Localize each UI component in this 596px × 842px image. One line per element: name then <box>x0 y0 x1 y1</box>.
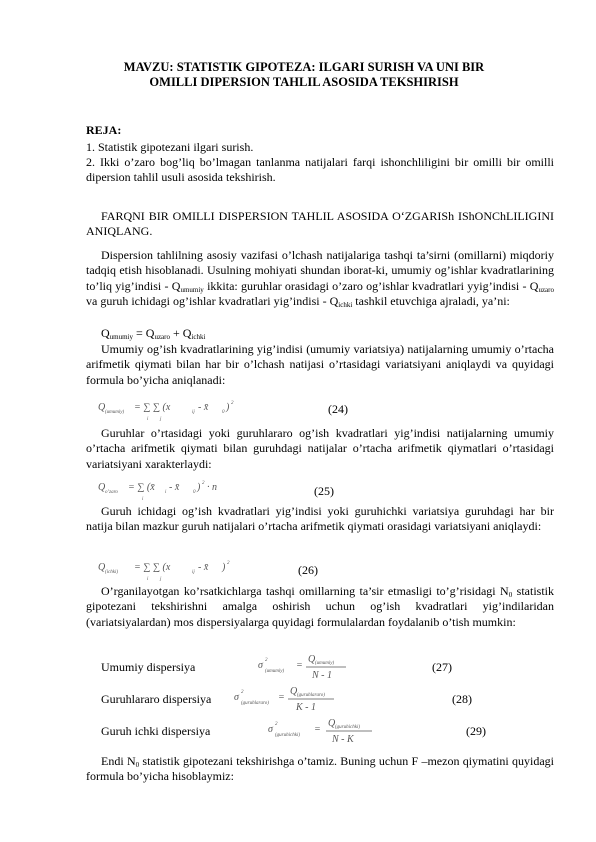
eq-q-2: = Q <box>133 326 155 340</box>
f24-rhs: = ∑ ∑ (x <box>134 402 171 413</box>
f24-ij: ij <box>192 410 195 415</box>
reja-item-1: 1. Statistik gipotezani ilgari surish. <box>86 140 254 154</box>
f26-j: j <box>160 577 162 582</box>
f26-minus: - x̄ <box>198 562 209 573</box>
f28-sigma: σ <box>234 692 239 703</box>
f27-den: N - 1 <box>312 670 332 681</box>
f29-num: Q <box>328 718 336 729</box>
paragraph-5 <box>86 584 554 630</box>
f27-eq: = <box>296 660 303 671</box>
f29-sub: (guruhichki) <box>275 733 300 738</box>
paragraph-1-text-d: tashkil etuvchiga ajraladi, ya’ni: <box>352 294 510 309</box>
f27-sub: (umumiy) <box>265 669 285 674</box>
f25-lhs-sub: o’zaro <box>105 490 118 495</box>
sub-umumiy: umumiy <box>180 285 204 294</box>
f26-ij: ij <box>192 570 195 575</box>
paragraph-1-text-c: va guruh ichidagi og’ishlar kvadratlari yig’indisi - Q <box>86 294 339 309</box>
paragraph-1-text-a: Dispersion tahlilning asosiy vazifasi o’lchash natijalariga tashqi ta’sirni (omillarni) miqdoriy tadqiq etish hisoblanadi. Usulning mohiyati shundan iborat-ki, umumiy og’ishlar kvadratlarining to’liq yig’indisi - Q <box>86 248 554 293</box>
f25-i: i <box>142 497 144 502</box>
equation-number-27: (27) <box>432 660 452 674</box>
f25-minus: - x̄ <box>169 482 180 493</box>
f25-zero: 0 <box>193 490 196 495</box>
f25-close: ) <box>197 482 201 493</box>
f28-num: Q <box>290 686 298 697</box>
f24-j: j <box>160 417 162 422</box>
f29-sup: 2 <box>275 722 278 727</box>
reja-item-2 <box>86 155 554 186</box>
f28-sub: (guruhlararo) <box>241 701 269 706</box>
equation-q-decomposition <box>86 326 554 341</box>
f29-sigma: σ <box>268 724 273 735</box>
paragraph-3: Guruhlar o’rtasidagi yoki guruhlararo og’ish kvadratlari yig’indisi natijalarning umumiy o’rtacha arifmetik qiymati bilan guruhdagi natijalar o’rtacha arifmetik qiymatlari o’rtasidagi variatsiyani xarakterlaydi: <box>86 426 554 471</box>
f27-sigma: σ <box>258 660 263 671</box>
formula-27 <box>258 650 368 684</box>
label-guruhlararo-dispersiya: Guruhlararo dispersiya <box>101 692 212 706</box>
equation-number-24: (24) <box>328 402 348 416</box>
sub-uzaro: uzaro <box>538 285 554 294</box>
formula-24 <box>98 396 248 422</box>
f26-rhs: = ∑ ∑ (x <box>134 562 171 573</box>
paragraph-4: Guruh ichidagi og’ish kvadratlari yig’indisi yoki guruhichki variatsiya guruhdagi har bir natija bilan mazkur guruh natijalari o’rtacha arifmetik qiymati orasidagi variatsiyani aniqlaydi: <box>86 504 554 534</box>
equation-number-29: (29) <box>466 724 486 738</box>
f29-den: N - K <box>332 734 354 745</box>
eq-q-sub-3: ichki <box>191 333 206 341</box>
eq-q-3: + Q <box>170 326 192 340</box>
f28-den: K - 1 <box>296 702 316 713</box>
paragraph-5-text-a: O’rganilayotgan ko’rsatkichlarga tashqi omillarning ta’sir etmasligi to’g’risidagi N <box>101 584 509 598</box>
f26-i: i <box>147 577 149 582</box>
f26-close: ) <box>222 562 226 573</box>
page-title <box>84 60 524 90</box>
sub-ichki: ichki <box>338 301 353 310</box>
f27-num: Q <box>308 654 316 665</box>
reja-item-2-text: 2. Ikki o’zaro bog’liq bo’lmagan tanlanma natijalari farqi ishonchliligini bir omilli bir omilli dipersion tahlil usuli asosida tekshirish. <box>86 155 554 185</box>
formula-28 <box>234 682 364 716</box>
sub-n0: 0 <box>508 591 513 599</box>
f29-eq: = <box>314 724 321 735</box>
f26-lhs: Q <box>98 562 106 573</box>
f28-num-sub: (guruhlararo) <box>297 693 325 698</box>
equation-number-28: (28) <box>452 692 472 706</box>
f25-i-sub: i <box>165 490 167 495</box>
title-line-2: OMILLI DIPERSION TAHLIL ASOSIDA TEKSHIRISH <box>149 75 459 89</box>
f24-sq: 2 <box>231 401 234 406</box>
f25-n: · n <box>207 482 217 493</box>
f25-lhs: Q <box>98 482 106 493</box>
f28-eq: = <box>278 692 285 703</box>
label-guruh-ichki-dispersiya: Guruh ichki dispersiya <box>101 724 211 738</box>
formula-26 <box>98 556 248 582</box>
eq-q-sub-2: uzaro <box>154 333 170 341</box>
paragraph-5-text-b: statistik gipotezani tekshirishni amalga oshirish uchun og’ish kvadratlari yig’indilaridan (variatsiyalardan) mos dispersiyalarga quyidagi formulalardan foydalanib o’tish mumkin: <box>86 584 554 629</box>
f25-sq: 2 <box>202 481 205 486</box>
f27-sup: 2 <box>265 658 268 663</box>
label-umumiy-dispersiya: Umumiy dispersiya <box>101 660 196 674</box>
title-line-1: MAVZU: STATISTIK GIPOTEZA: ILGARI SURISH VA UNI BIR <box>123 60 485 74</box>
paragraph-1-text-b: ikkita: guruhlar orasidagi o’zaro og’ishlar kvadratlari yyig’indisi - Q <box>203 278 539 293</box>
formula-25 <box>98 476 248 502</box>
f24-close: ) <box>226 402 230 413</box>
f24-i: i <box>147 417 149 422</box>
f29-num-sub: (guruhichki) <box>335 725 360 730</box>
paragraph-6-text-a: Endi N <box>101 754 136 768</box>
equation-number-25: (25) <box>314 484 334 498</box>
paragraph-1 <box>86 248 554 310</box>
f27-num-sub: (umumiy) <box>315 661 335 666</box>
f24-minus: - x̄ <box>198 402 209 413</box>
f28-sup: 2 <box>241 690 244 695</box>
f24-zero: 0 <box>222 410 225 415</box>
eq-q-sub-1: umumiy <box>109 333 134 341</box>
f26-sq: 2 <box>227 561 230 566</box>
f24-lhs: Q <box>98 402 106 413</box>
sub-n0-2: 0 <box>135 761 140 769</box>
section-heading: FARQNI BIR OMILLI DISPERSION TAHLIL ASOSIDA O‘ZGARISh IShONChLILIGINI ANIQLANG. <box>86 209 554 239</box>
equation-number-26: (26) <box>298 563 318 577</box>
f26-lhs-sub: (ichki) <box>105 570 119 575</box>
paragraph-6-text-b: statistik gipotezani tekshirishga o’tamiz. Buning uchun F –mezon qiymatini quyidagi formula bo’yicha hisoblaymiz: <box>86 754 554 784</box>
formula-29 <box>268 714 398 748</box>
paragraph-6 <box>86 754 554 785</box>
reja-heading: REJA: <box>86 123 122 137</box>
f25-rhs: = ∑ (x̄ <box>128 482 155 493</box>
f24-lhs-sub: (umumiy) <box>105 410 125 415</box>
eq-q-1: Q <box>101 326 110 340</box>
paragraph-2: Umumiy og’ish kvadratlarining yig’indisi (umumiy variatsiya) natijalarning umumiy o’rtacha arifmetik qiymati bilan har bir o’lchash natijasi o’rtasidagi variatsiyani aniqlaydi va quyidagi formula bo’yicha aniqlanadi: <box>86 342 554 387</box>
